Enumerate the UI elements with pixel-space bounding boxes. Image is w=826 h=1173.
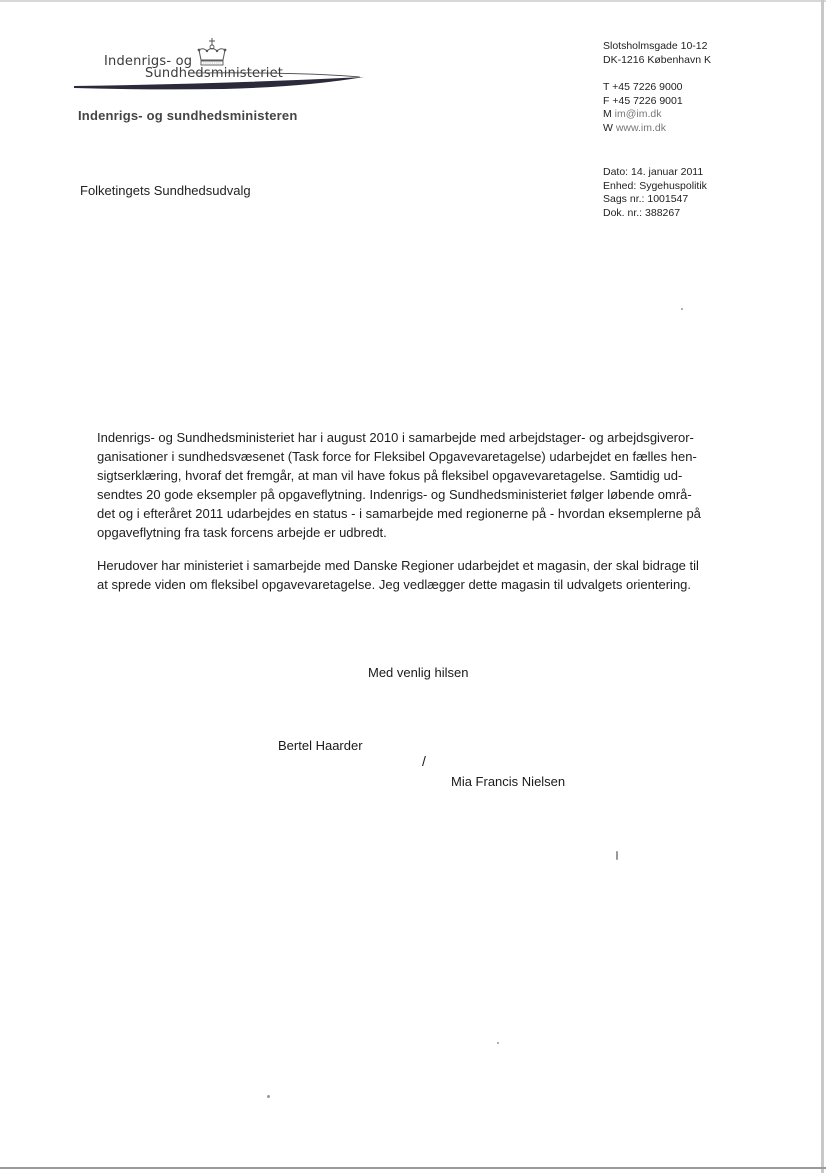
fax-line xyxy=(603,95,711,109)
web-address: www.im.dk xyxy=(615,121,667,134)
logo-swoosh-graphic xyxy=(74,72,364,94)
logo-text-line1: Indenrigs- og xyxy=(104,54,193,69)
mail-address: im@im.dk xyxy=(614,108,662,120)
closing-greeting: Med venlig hilsen xyxy=(368,665,469,680)
web-line xyxy=(603,122,711,136)
fax-prefix: F xyxy=(603,94,610,107)
scan-edge-right xyxy=(821,0,824,1173)
phone-prefix: T xyxy=(603,81,610,93)
body-paragraph-2: Herudover har ministeriet i samarbejde med Danske Regioner udarbejdet et magasin, der skal bidrage til at sprede viden om fleksibel opgavevaretagelse. Jeg vedlægger dette magasin til udvalgets orientering. xyxy=(97,558,699,592)
document-number-line: Dok. nr.: 388267 xyxy=(603,206,681,219)
signature-separator: / xyxy=(422,753,426,769)
address-line2: DK-1216 København K xyxy=(603,53,711,66)
web-prefix: W xyxy=(603,121,613,134)
sender-title: Indenrigs- og sundhedsministeren xyxy=(78,108,298,123)
contact-block xyxy=(603,40,711,135)
logo-text-line2: Sundhedsministeriet xyxy=(145,66,284,81)
body-paragraph-1: Indenrigs- og Sundhedsministeriet har i august 2010 i samarbejde med arbejdstager- og arbejdsgiveror- ganisationer i sundhedsvæsenet (Task force for Fleksibel Opgavevaretagelse) udarbejdet en fælles hen- sigtserklæring, hvoraf det fremgår, at man vil have fokus på fleksibel opgavevaretagelse. Samtidig ud- sendtes 20 gode eksempler på opgaveflytning. Indenrigs- og Sundhedsministeriet følger løbende områ- det og i efteråret 2011 udarbejdes en status - i samarbejde med regionerne på - hvordan eksemplerne på opgaveflytning fra task forcens arbejde er udbredt. xyxy=(97,430,701,540)
unit-line: Enhed: Sygehuspolitik xyxy=(603,179,707,192)
mail-prefix: M xyxy=(603,108,612,120)
fax-number: +45 7226 9001 xyxy=(612,94,683,107)
scan-speck xyxy=(681,308,683,310)
scan-edge-top xyxy=(0,0,826,2)
scan-edge-bottom xyxy=(0,1167,826,1169)
reference-block xyxy=(603,166,707,220)
scan-speck xyxy=(267,1095,270,1098)
recipient: Folketingets Sundhedsudvalg xyxy=(80,183,251,198)
case-number-line: Sags nr.: 1001547 xyxy=(603,193,689,205)
date-line: Dato: 14. januar 2011 xyxy=(603,166,704,178)
phone-line xyxy=(603,81,711,95)
signatory-1: Bertel Haarder xyxy=(278,738,363,753)
phone-number: +45 7226 9000 xyxy=(612,81,683,93)
mail-line xyxy=(603,108,711,122)
address-line1: Slotsholmsgade 10-12 xyxy=(603,40,708,52)
scan-speck xyxy=(616,851,618,860)
scan-speck xyxy=(497,1042,499,1044)
signatory-2: Mia Francis Nielsen xyxy=(451,774,566,789)
crown-icon xyxy=(193,38,231,68)
